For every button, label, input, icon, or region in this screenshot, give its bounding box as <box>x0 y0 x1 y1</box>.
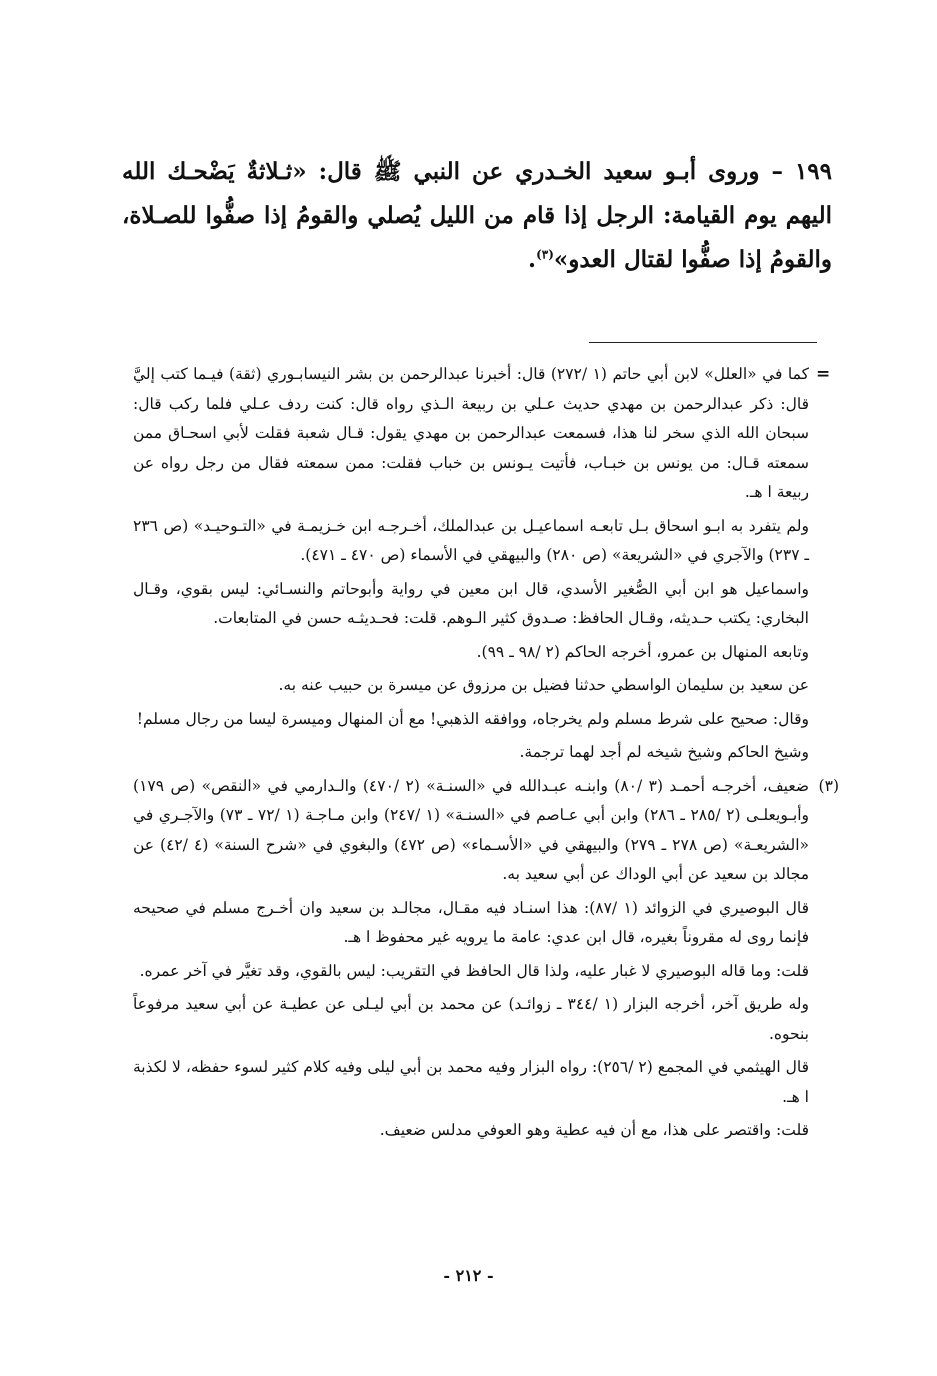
footnote-paragraph: قال البوصيري في الزوائد (١ /٨٧): هذا اسنـاد فيه مقـال، مجالـد بن سعيد وان أخـرج مسلم في صحيحه فإنما روى له مقروناً بغيره، قال ابن عدي: عامة ما يرويه غير محفوظ ا هـ. <box>133 898 810 946</box>
footnote-paragraph: وله طريق آخر، أخرجه البزار (١ /٣٤٤ ـ زوائـد) عن محمد بن أبي ليـلى عن عطيـة عن أبي سعيد مرفوعاً بنحوه. <box>133 995 809 1043</box>
footnote-paragraph: قال الهيثمي في المجمع (٢ /٢٥٦): رواه البزار وفيه محمد بن أبي ليلى وفيه كلام كثير لسوء حفظه، لا لكذبة ا هـ. <box>133 1058 810 1106</box>
footnote-paragraph: واسماعيل هو ابن أبي الصُّغير الأسدي، قال ابن معين في رواية وأبوحاتم والنسـائي: ليس بقوي، وقـال البخاري: يكتب حـديثه، وقـال الحافظ: صـدوق كثير الـوهم. قلت: فحـديثـه حسن في المتابعات. <box>133 579 809 627</box>
hadith-end: . <box>528 246 537 273</box>
footnote-3-marker: (٣) <box>818 776 839 795</box>
hadith-text <box>122 150 832 282</box>
footnote-divider <box>589 342 817 343</box>
footnote-paragraph: وتابعه المنهال بن عمرو، أخرجه الحاكم (٢ /٩٨ ـ ٩٩). <box>476 642 809 661</box>
footnote-3-text: ضعيف، أخرجـه أحمـد (٣ /٨٠) وابنـه عبـدالله في «السنـة» (٢ /٤٧٠) والـدارمي في «النقص» (ص ١٧٩) وأبـويعلـى (٢ /٢٨٥ ـ ٢٨٦) وابن أبي عـاصم في «السنـة» (١ /٢٤٧) وابن مـاجـة (١ /٧٢ ـ ٧٣) والآجـري في «الشريعـة» (ص ٢٧٨ ـ ٢٧٩) والبيهقي في «الأسـماء» (ص ٤٧٢) والبغوي في «شرح السنة» (٤ /٤٢) عن مجالد بن سعيد عن أبي الوداك عن أبي سعيد به. <box>133 776 809 883</box>
footnote-ref-3: (٣) <box>536 247 554 262</box>
footnote-paragraph: ولم يتفرد به ابـو اسحاق بـل تابعـه اسماعيـل بن عبدالملك، أخـرجـه ابن خـزيمـة في «التـوحيـد» (ص ٢٣٦ ـ ٢٣٧) والآجري في «الشريعة» (ص ٢٨٠) والبيهقي في الأسماء (ص ٤٧٠ ـ ٤٧١). <box>133 516 809 564</box>
footnotes-section <box>133 360 839 1150</box>
footnote-paragraph: وشيخ الحاكم وشيخ شيخه لم أجد لهما ترجمة. <box>519 743 809 761</box>
page-number: - ٢١٢ - <box>443 1266 494 1285</box>
footnote-3-paragraph <box>133 772 839 890</box>
footnote-paragraph: وقال: صحيح على شرط مسلم ولم يخرجاه، ووافقه الذهبي! مع أن المنهال وميسرة ليسا من رجال مسلم! <box>136 709 809 728</box>
continuation-mark: = <box>816 364 831 384</box>
hadith-body: ١٩٩ – وروى أبـو سعيد الخـدري عن النبي ﷺ قال: «ثـلاثةٌ يَضْحـك الله اليهم يوم القيامة: الرجل إذا قام من الليل يُصلي والقومُ إذا صفُّوا للصـلاة، والقومُ إذا صفُّوا لقتال العدو» <box>122 158 832 273</box>
footnote-paragraph: عن سعيد بن سليمان الواسطي حدثنا فضيل بن مرزوق عن ميسرة بن حبيب عنه به. <box>278 676 809 694</box>
footnote-paragraph: قلت: وما قاله البوصيري لا غبار عليه، ولذا قال الحافظ في التقريب: ليس بالقوي، وقد تغيَّر في آخر عمره. <box>139 961 809 980</box>
footnote-paragraph: كما في «العلل» لابن أبي حاتم (١ /٢٧٢) قال: أخبرنا عبدالرحمن بن بشر النيسابـوري (ثقة) فيـما كتب إليَّ قال: ذكر عبدالرحمن بن مهدي حديث عـلي بن ربيعة الـذي رواه قال: كنت ردف عـلي فلما ركب قال: سبحان الله الذي سخر لنا هذا، فسمعت عبدالرحمن بن مهدي يقول: قـال شعبة فقلت لأبي اسحـاق ممن سمعته قـال: من يونس بن خبـاب، فأتيت يـونس بن خباب فقلت: ممن سمعته فقال من رجل رواه عن ربيعة ا هـ. <box>133 365 809 501</box>
footnote-paragraph: قلت: واقتصر على هذا، مع أن فيه عطية وهو العوفي مدلس ضعيف. <box>379 1121 809 1139</box>
